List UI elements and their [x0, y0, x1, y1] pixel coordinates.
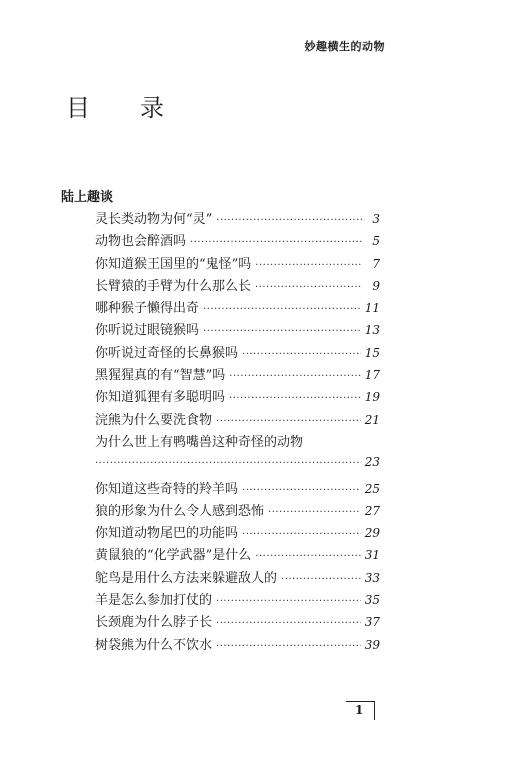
toc-entry-page: 31	[364, 548, 380, 563]
title-char-2: 录	[140, 94, 164, 122]
title-char-1: 目	[66, 94, 90, 122]
toc-entry[interactable]	[95, 611, 380, 633]
toc-entry-page: 23	[364, 455, 380, 470]
toc-entry[interactable]	[95, 409, 380, 431]
toc-entry[interactable]	[95, 500, 380, 522]
toc-entry-title: 你听说过眼镜猴吗	[95, 323, 200, 339]
toc-entry-page: 3	[372, 212, 380, 226]
toc-entry[interactable]	[95, 522, 380, 544]
dot-leader	[242, 485, 361, 496]
toc-entry[interactable]	[95, 634, 380, 656]
page-title	[66, 88, 164, 123]
toc-entry[interactable]	[95, 297, 380, 319]
toc-entry-title: 长颈鹿为什么脖子长	[95, 615, 213, 631]
dot-leader	[242, 349, 361, 360]
dot-leader	[216, 596, 361, 607]
toc-entry-page: 29	[364, 526, 380, 541]
toc-entry[interactable]	[95, 589, 380, 611]
toc-entry-page: 15	[364, 345, 380, 360]
dot-leader	[216, 215, 362, 226]
dot-leader	[216, 641, 361, 652]
toc-entry-title: 你知道这些奇特的羚羊吗	[95, 481, 239, 497]
toc-entry-title: 树袋熊为什么不饮水	[95, 637, 213, 653]
toc-entry-title: 黑猩猩真的有“智慧”吗	[95, 368, 226, 384]
table-of-contents	[95, 208, 380, 656]
toc-entry-title: 灵长类动物为何“灵”	[95, 212, 213, 227]
dot-leader	[216, 416, 361, 427]
toc-entry-page: 9	[372, 278, 380, 293]
toc-entry-page: 7	[372, 256, 380, 271]
toc-entry-page: 27	[364, 503, 380, 518]
toc-entry-page: 25	[364, 481, 380, 496]
dot-leader	[255, 551, 360, 562]
dot-leader	[255, 260, 362, 271]
section-heading: 陆上趣谈	[61, 190, 114, 205]
dot-leader	[255, 282, 362, 293]
toc-entry-page: 37	[364, 615, 380, 630]
toc-entry-title: 你知道猴王国里的“鬼怪”吗	[95, 256, 252, 272]
toc-entry-title: 你听说过奇怪的长鼻猴吗	[95, 345, 239, 361]
toc-entry-title: 黄鼠狼的“化学武器”是什么	[95, 548, 252, 564]
dot-leader	[203, 304, 361, 315]
toc-entry-page: 35	[364, 593, 380, 608]
toc-entry[interactable]	[95, 208, 380, 230]
toc-entry-page: 39	[364, 637, 380, 652]
toc-entry-page: 13	[364, 323, 380, 338]
toc-entry[interactable]	[95, 230, 380, 252]
toc-entry-page: 5	[372, 234, 380, 249]
dot-leader	[281, 574, 361, 585]
toc-entry[interactable]	[95, 386, 380, 408]
dot-leader	[229, 371, 360, 382]
toc-entry[interactable]	[95, 364, 380, 386]
dot-leader	[216, 618, 361, 629]
toc-entry-title: 哪种猴子懒得出奇	[95, 301, 200, 317]
dot-leader	[242, 529, 361, 540]
toc-entry-title: 你知道狐狸有多聪明吗	[95, 390, 226, 406]
dot-leader	[268, 507, 361, 518]
toc-entry-page: 11	[364, 301, 380, 316]
toc-entry-title: 长臂猿的手臂为什么那么长	[95, 278, 252, 294]
dot-leader	[203, 326, 361, 337]
toc-entry-title: 羊是怎么参加打仗的	[95, 593, 213, 609]
dot-leader	[95, 458, 361, 469]
toc-entry-page: 19	[364, 390, 380, 405]
page-number: 1	[355, 703, 364, 717]
toc-entry-title: 浣熊为什么要洗食物	[95, 412, 213, 428]
toc-entry[interactable]	[95, 342, 380, 364]
dot-leader	[229, 393, 361, 404]
dot-leader	[190, 237, 362, 248]
toc-entry[interactable]	[95, 319, 380, 341]
toc-entry[interactable]	[95, 253, 380, 275]
toc-entry[interactable]	[95, 275, 380, 297]
toc-entry-title: 你知道动物尾巴的功能吗	[95, 526, 239, 542]
toc-entry-title: 动物也会醉酒吗	[95, 234, 187, 250]
toc-entry-page: 17	[364, 368, 380, 383]
toc-entry-title: 鸵鸟是用什么方法来躲避敌人的	[95, 570, 278, 586]
toc-entry[interactable]	[95, 544, 380, 566]
toc-entry-title: 狼的形象为什么令人感到恐怖	[95, 503, 265, 519]
toc-entry[interactable]	[95, 431, 380, 478]
toc-entry[interactable]	[95, 567, 380, 589]
running-head: 妙趣横生的动物	[304, 40, 385, 53]
toc-entry-page: 21	[364, 412, 380, 427]
toc-entry[interactable]	[95, 478, 380, 500]
toc-entry-title: 为什么世上有鸭嘴兽这种奇怪的动物	[95, 434, 304, 450]
toc-entry-page: 33	[364, 570, 380, 585]
